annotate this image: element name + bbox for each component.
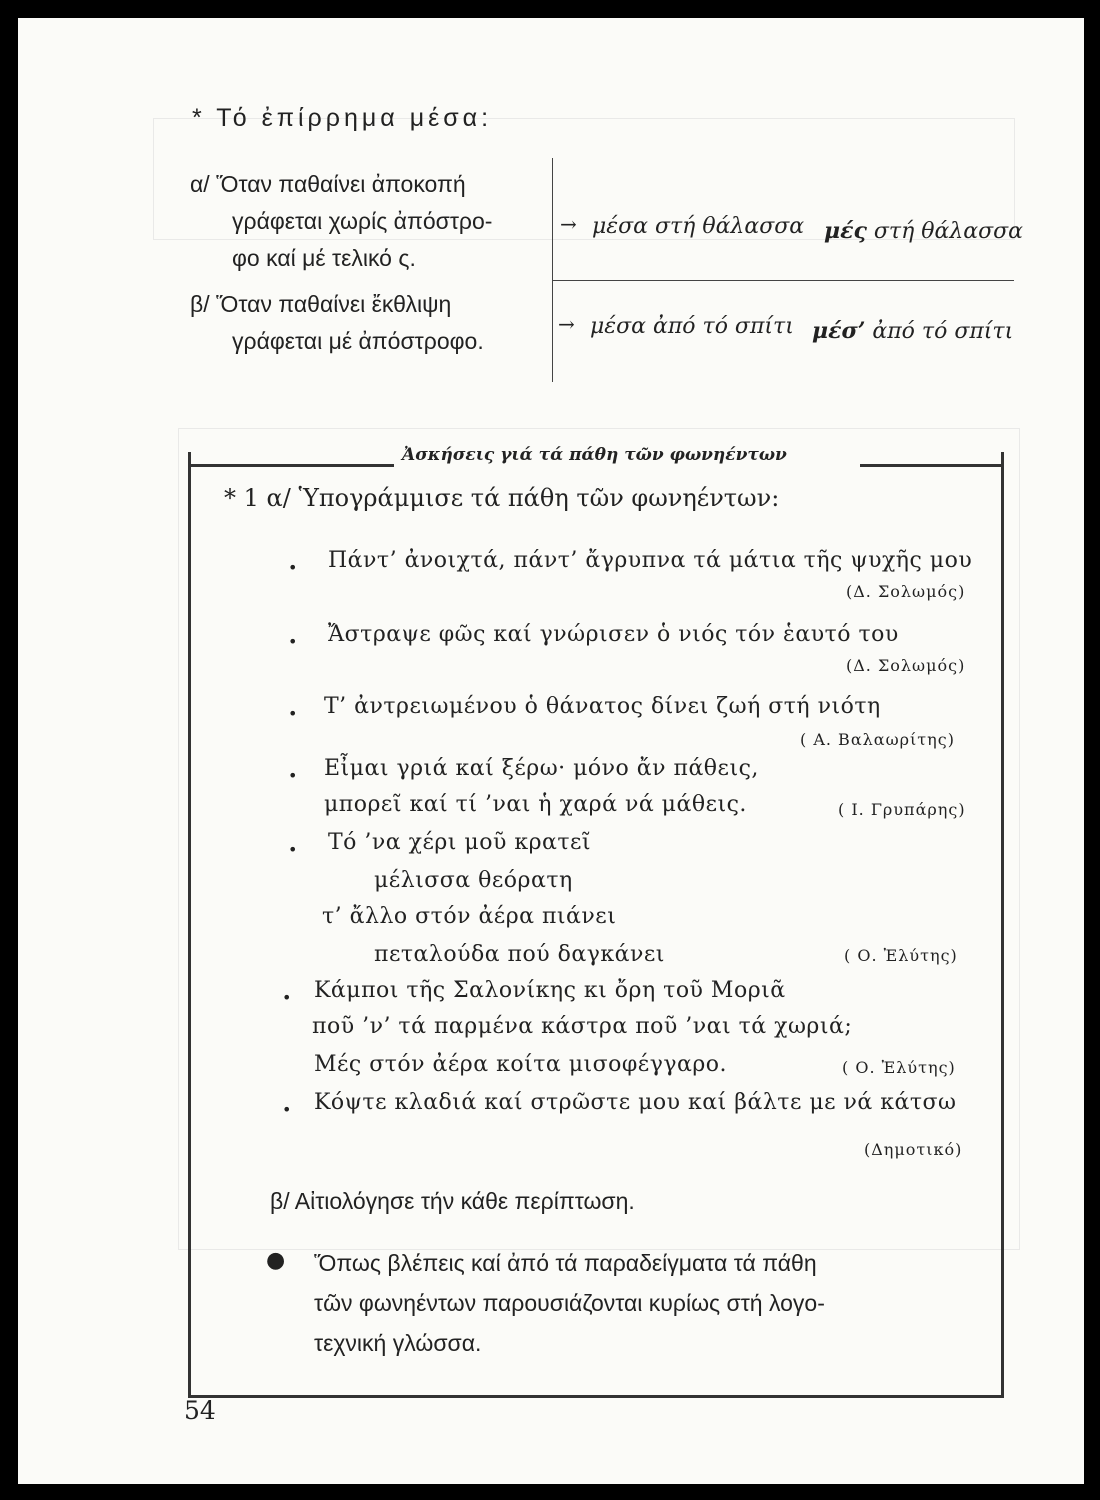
example-b-full: μέσα ἀπό τό σπίτι xyxy=(590,314,794,339)
rule-a-line-2: γράφεται χωρίς ἀπόστρο- xyxy=(232,208,493,234)
rule-a-line-3: φο καί μέ τελικό ς. xyxy=(232,245,416,271)
item-6-line-1: Κάμποι τῆς Σαλονίκης κι ὄρη τοῦ Μοριᾶ xyxy=(314,978,786,1003)
example-a-full: μέσα στή θάλασσα xyxy=(592,214,805,239)
exercise-box-title: Ἀσκήσεις γιά τά πάθη τῶν φωνηέντων xyxy=(402,445,787,465)
bullet: • xyxy=(288,558,298,577)
note-bullet-icon: ● xyxy=(266,1248,286,1273)
bullet: • xyxy=(288,704,298,723)
task-a: * 1 α/ Ὑπογράμμισε τά πάθη τῶν φωνηέντων: xyxy=(224,484,780,512)
divider-horizontal xyxy=(552,280,1014,281)
item-4-line-1: Εἶμαι γριά καί ξέρω· μόνο ἄν πάθεις, xyxy=(324,756,759,781)
item-6-author: ( Ο. Ἐλύτης) xyxy=(842,1058,956,1077)
item-4-author: ( Ι. Γρυπάρης) xyxy=(838,800,966,819)
item-6-line-2: ποῦ ’ν’ τά παρμένα κάστρα ποῦ ’ναι τά χωριά; xyxy=(312,1014,853,1039)
example-a-short-rest: στή θάλασσα xyxy=(873,219,1024,244)
item-3-line-1: Τ’ ἀντρειωμένου ὁ θάνατος δίνει ζωή στή νιότη xyxy=(324,694,881,719)
item-5-line-4: πεταλούδα πού δαγκάνει xyxy=(374,942,665,967)
item-7-author: (Δημοτικό) xyxy=(864,1140,963,1159)
section-heading: * Τό ἐπίρρημα μέσα: xyxy=(192,104,493,132)
item-5-line-2: μέλισσα θεόρατη xyxy=(374,868,573,893)
bullet: • xyxy=(288,840,298,859)
arrow-icon: → xyxy=(558,312,575,336)
box-top-border-left xyxy=(188,464,394,467)
rule-b-line-1: β/ Ὅταν παθαίνει ἔκθλιψη xyxy=(190,291,452,317)
bullet: • xyxy=(288,766,298,785)
note-line-2: τῶν φωνηέντων παρουσιάζονται κυρίως στή λογο- xyxy=(314,1290,825,1316)
task-b: β/ Αἰτιολόγησε τήν κάθε περίπτωση. xyxy=(270,1188,635,1214)
page xyxy=(18,18,1084,1484)
box-top-border-right xyxy=(860,464,1004,467)
item-5-line-1: Τό ’να χέρι μοῦ κρατεῖ xyxy=(328,830,592,855)
item-5-author: ( Ο. Ἐλύτης) xyxy=(844,946,958,965)
bullet: • xyxy=(282,988,292,1007)
item-2-line-1: Ἄστραψε φῶς καί γνώρισεν ὁ νιός τόν ἑαυτό του xyxy=(328,622,899,647)
example-a-short-bold: μές xyxy=(824,218,867,244)
page-number: 54 xyxy=(184,1396,216,1425)
example-b-short xyxy=(812,318,1013,344)
rule-a-line-1: α/ Ὅταν παθαίνει ἀποκοπή xyxy=(190,171,466,197)
bullet: • xyxy=(288,632,298,651)
item-3-author: ( Α. Βαλαωρίτης) xyxy=(800,730,955,749)
item-1-line-1: Πάντ’ ἀνοιχτά, πάντ’ ἄγρυπνα τά μάτια τῆς ψυχῆς μου xyxy=(328,548,973,573)
divider-vertical xyxy=(552,158,553,382)
example-b-short-bold: μέσ’ xyxy=(812,318,866,344)
example-a-short xyxy=(824,218,1023,244)
arrow-icon: → xyxy=(560,212,577,236)
item-2-author: (Δ. Σολωμός) xyxy=(846,656,966,675)
item-6-line-3: Μές στόν ἀέρα κοίτα μισοφέγγαρο. xyxy=(314,1052,728,1077)
item-4-line-2: μπορεῖ καί τί ’ναι ἡ χαρά νά μάθεις. xyxy=(324,792,747,817)
bullet: • xyxy=(282,1100,292,1119)
example-b-short-rest: ἀπό τό σπίτι xyxy=(872,319,1014,344)
item-7-line-1: Κόψτε κλαδιά καί στρῶστε μου καί βάλτε με νά κάτσω xyxy=(314,1090,957,1115)
item-5-line-3: τ’ ἄλλο στόν ἀέρα πιάνει xyxy=(322,904,617,929)
rule-b-line-2: γράφεται μέ ἀπόστροφο. xyxy=(232,328,484,354)
note-line-1: Ὅπως βλέπεις καί ἀπό τά παραδείγματα τά πάθη xyxy=(314,1250,817,1276)
note-line-3: τεχνική γλώσσα. xyxy=(314,1330,482,1356)
item-1-author: (Δ. Σολωμός) xyxy=(846,582,966,601)
